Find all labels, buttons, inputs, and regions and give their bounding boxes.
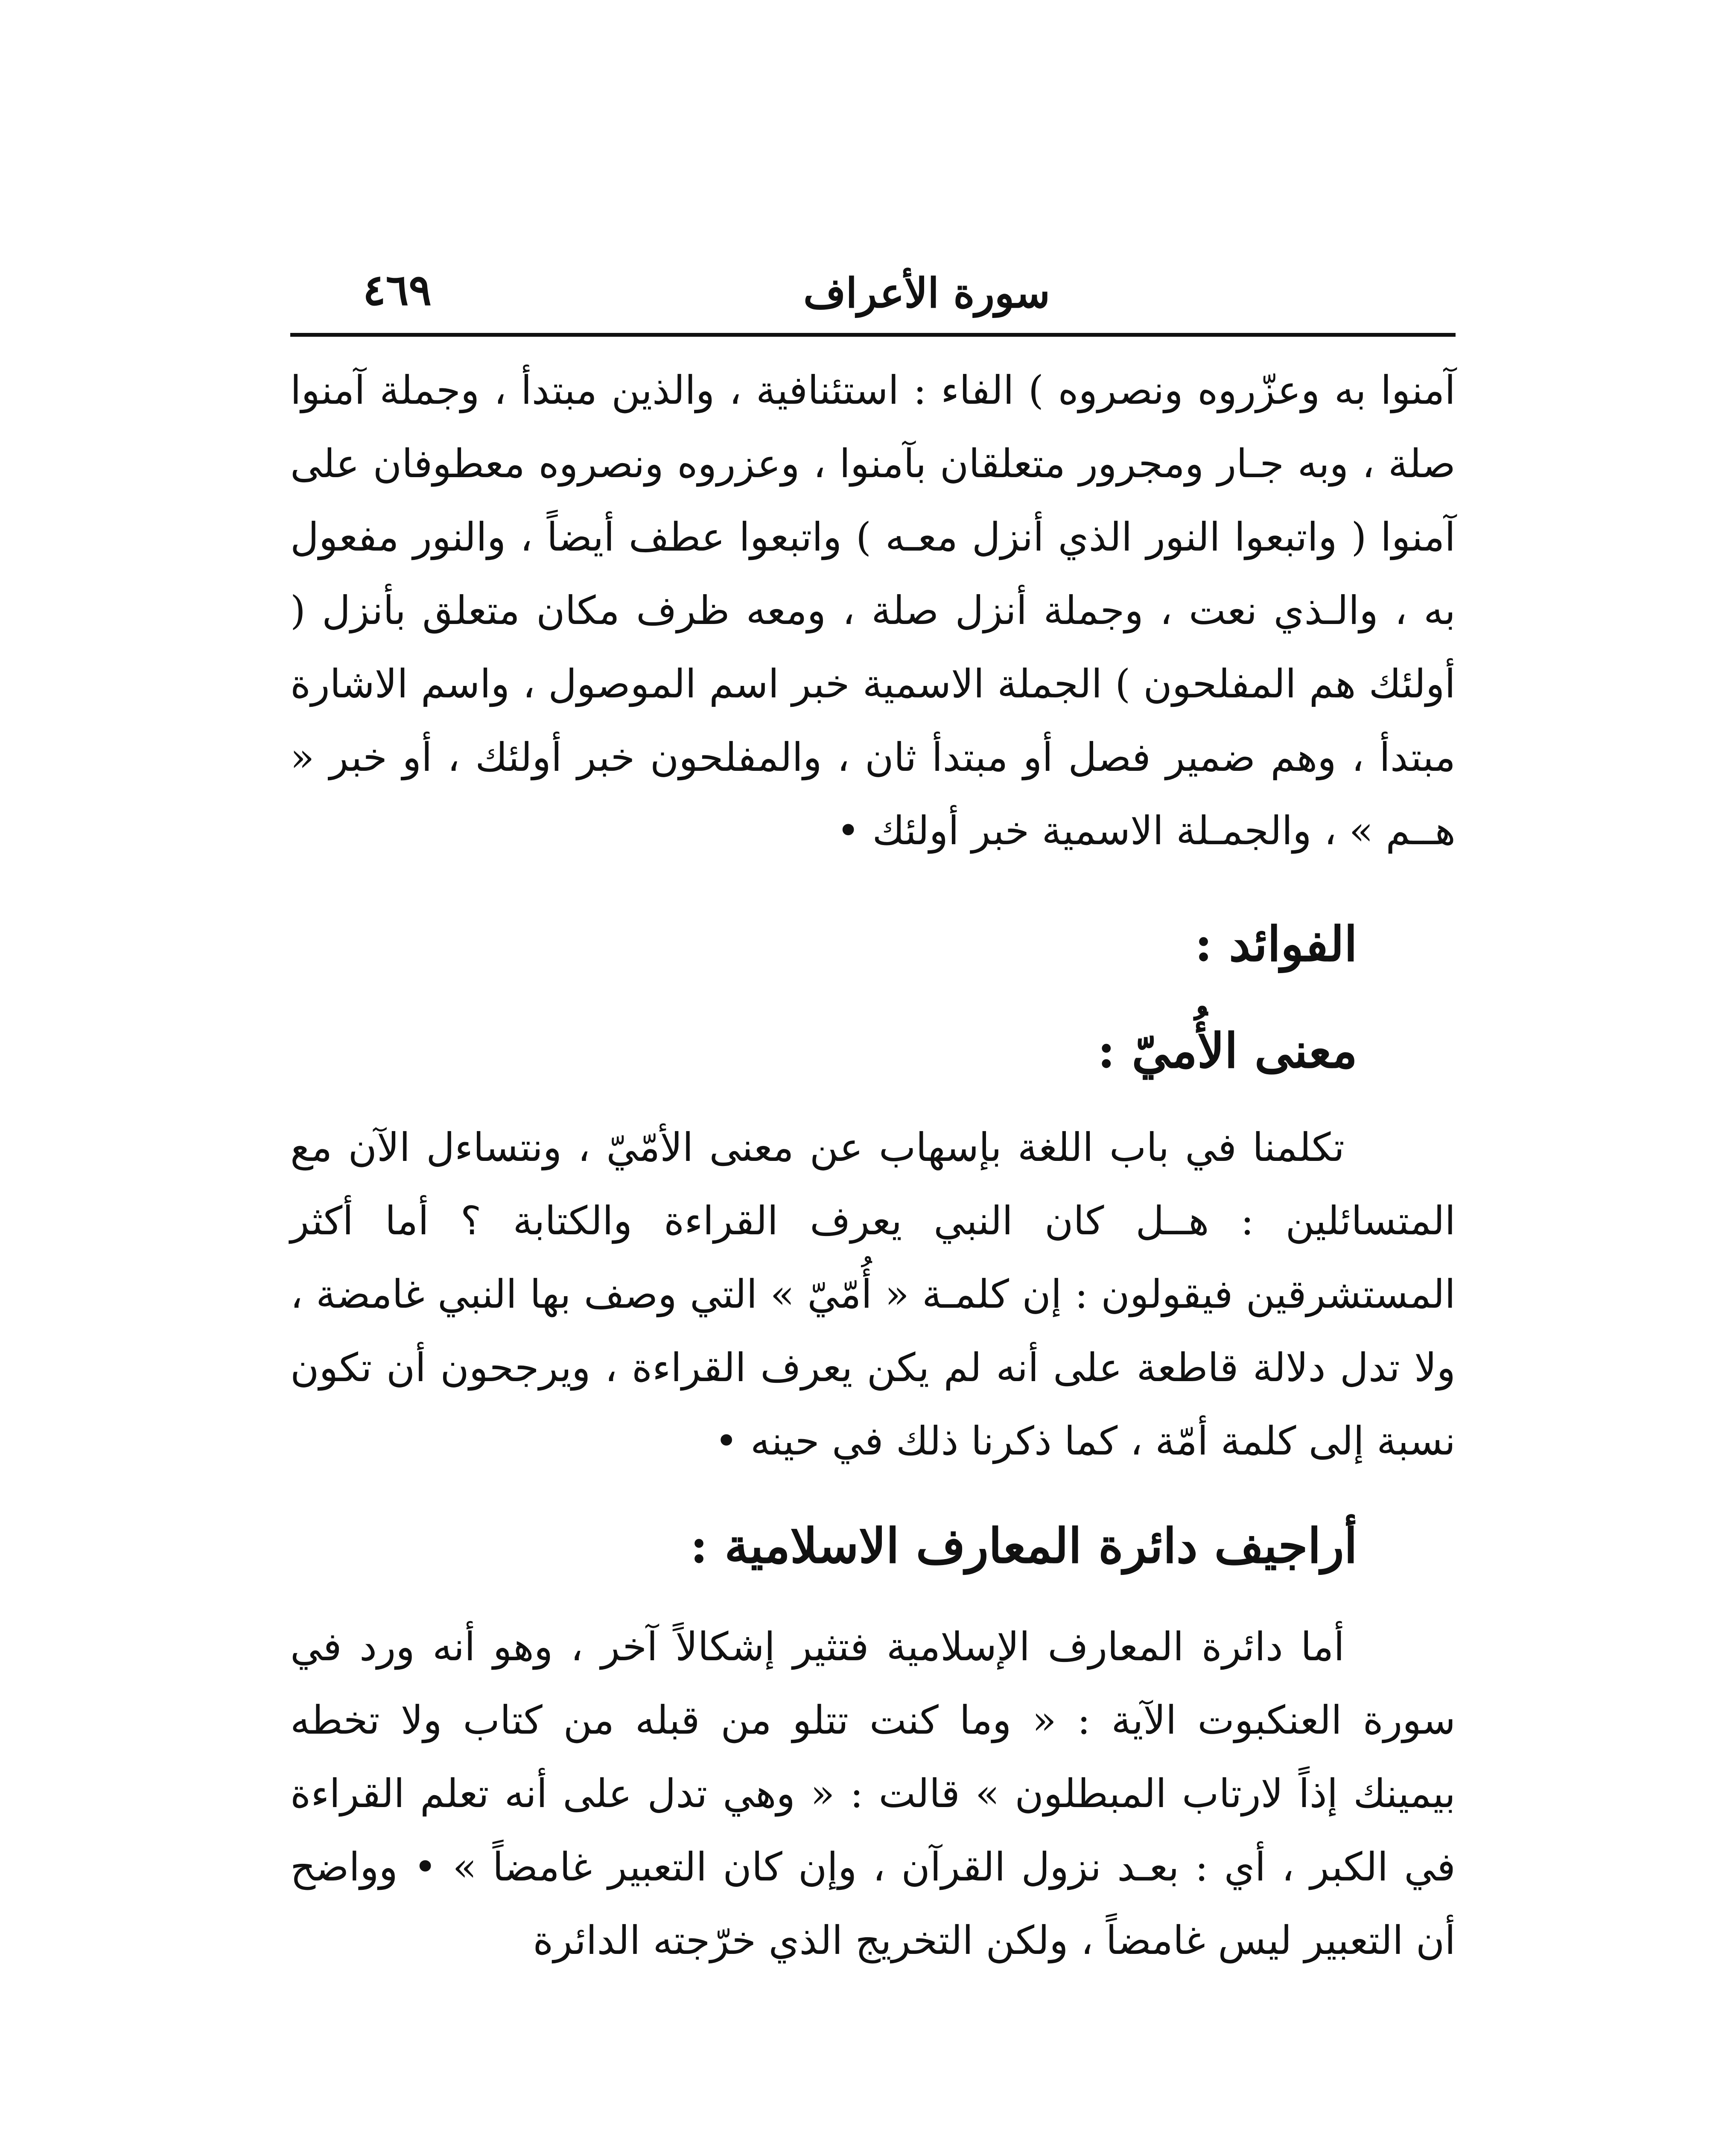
page-header (290, 239, 1456, 337)
paragraph-encyclopedia-claims: أما دائرة المعارف الإسلامية فتثير إشكالاً آخر ، وهو أنه ورد في سورة العنكبوت الآية : « وما كنت تتلو من قبله من كتاب ولا تخطه بيمينك إذاً لارتاب المبطلون » قالت : « وهي تدل على أنه تعلم القراءة في الكبر ، أي : بعـد نزول القرآن ، وإن كان التعبير غامضاً » • وواضح أن التعبير ليس غامضاً ، ولكن التخريج الذي خرّجته الدائرة (290, 1624, 1456, 1963)
page-number: ٤٦٩ (363, 265, 432, 315)
subheading-meaning-ummi: معنى الأُميّ : (1097, 1023, 1357, 1079)
subheading-encyclopedia-claims: أراجيف دائرة المعارف الاسلامية : (690, 1518, 1357, 1574)
paragraph-meaning-ummi: تكلمنا في باب اللغة بإسهاب عن معنى الأمّيّ ، ونتساءل الآن مع المتسائلين : هــل كان النبي يعرف القراءة والكتابة ؟ أما أكثر المستشرقين فيقولون : إن كلمـة « أُمّيّ » التي وصف بها النبي غامضة ، ولا تدل دلالة قاطعة على أنه لم يكن يعرف القراءة ، ويرجحون أن تكون نسبة إلى كلمة أمّة ، كما ذكرنا ذلك في حينه • (290, 1125, 1456, 1464)
paragraph-syntax-analysis: آمنوا به وعزّروه ونصروه ) الفاء : استئنافية ، والذين مبتدأ ، وجملة آمنوا صلة ، وبه جـار ومجرور متعلقان بآمنوا ، وعزروه ونصروه معطوفان على آمنوا ( واتبعوا النور الذي أنزل معـه ) واتبعوا عطف أيضاً ، والنور مفعول به ، والـذي نعت ، وجملة أنزل صلة ، ومعه ظرف مكان متعلق بأنزل ( أولئك هم المفلحون ) الجملة الاسمية خبر اسم الموصول ، واسم الاشارة مبتدأ ، وهم ضمير فصل أو مبتدأ ثان ، والمفلحون خبر أولئك ، أو خبر « هــم » ، والجمـلة الاسمية خبر أولئك • (290, 367, 1456, 854)
book-page (290, 239, 1456, 2134)
section-heading-benefits: الفوائد : (1194, 916, 1357, 972)
running-title: سورة الأعراف (803, 269, 1050, 317)
